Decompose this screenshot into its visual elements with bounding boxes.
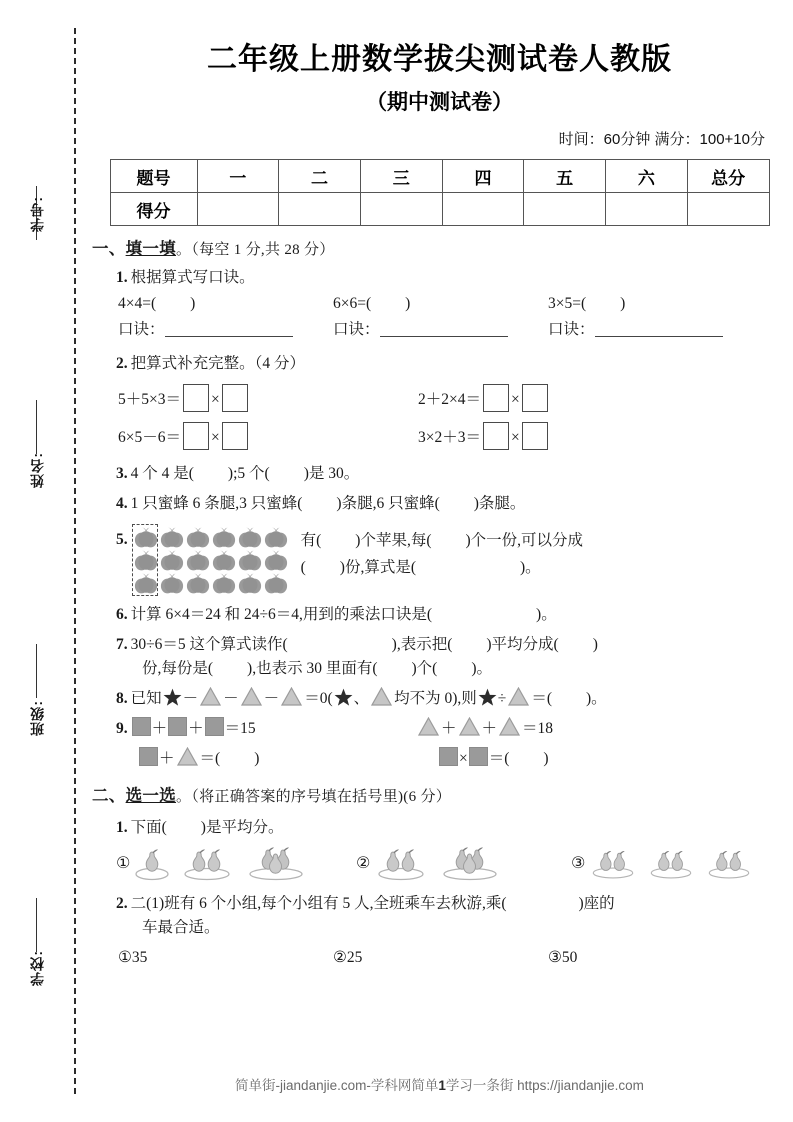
koujue-label: 口诀： <box>548 321 595 339</box>
q1-expr-col-2 <box>548 292 763 316</box>
star-icon <box>163 688 182 707</box>
q2-expr: 2＋2×4＝ <box>418 391 481 409</box>
q8-c: － <box>223 690 239 708</box>
triangle-icon <box>459 717 480 736</box>
page-number: 1 <box>438 1078 446 1093</box>
q4-text-a: 1 只蜜蜂 6 条腿,3 只蜜蜂( <box>130 495 303 513</box>
q2-expr: 6×5－6＝ <box>118 429 181 447</box>
score-entry-cell[interactable] <box>279 193 361 226</box>
apple-icon <box>185 549 211 572</box>
question-1-3 <box>116 462 773 486</box>
exam-meta: 时间：60分钟 满分：100+10分 <box>558 131 765 148</box>
square-icon <box>139 747 158 766</box>
exam-sheet <box>86 0 793 1122</box>
star-icon <box>478 688 497 707</box>
option-1[interactable] <box>116 846 356 882</box>
option-mark: ② <box>356 853 371 873</box>
answer-box[interactable] <box>522 422 548 450</box>
answer-box[interactable] <box>222 422 248 450</box>
q9-right-2 <box>438 747 549 771</box>
triangle-icon <box>499 717 520 736</box>
q8-h: ÷ <box>497 690 507 708</box>
q9-row-2 <box>116 747 773 771</box>
q2-item-3 <box>418 422 718 450</box>
score-table-cell: 六 <box>606 160 688 193</box>
q21-b: )是平均分。 <box>200 818 284 836</box>
q5-a: 有( <box>300 532 322 550</box>
page-title: 二年级上册数学拔尖测试卷人教版 <box>207 43 672 76</box>
margin-field-xuexiao <box>14 950 60 991</box>
apple-icon <box>185 526 211 549</box>
q9-val-2: ＝18 <box>522 720 554 738</box>
square-icon <box>168 717 187 736</box>
operator-times: × <box>511 429 520 447</box>
question-number: 8. <box>116 690 128 708</box>
score-table-cell: 总分 <box>687 160 769 193</box>
q5-text-block <box>301 524 773 581</box>
koujue-write-line[interactable] <box>165 321 293 337</box>
q9-eq-2: ＝( <box>488 750 510 768</box>
square-icon <box>439 747 458 766</box>
apple-icon <box>237 526 263 549</box>
question-number: 2. <box>116 894 128 912</box>
q2-row-1 <box>118 384 773 412</box>
triangle-icon <box>508 687 529 706</box>
q21-a: 下面( <box>130 818 167 836</box>
triangle-icon <box>281 687 302 706</box>
section-name: 填一填 <box>125 239 177 258</box>
section-marker: 二、 <box>92 786 126 806</box>
q7-g: )。 <box>471 660 492 678</box>
page-subtitle: （期中测试卷） <box>366 91 513 114</box>
q5-line-1 <box>301 528 773 554</box>
q5-line-2 <box>301 555 773 581</box>
pear-group-icon <box>242 846 310 882</box>
triangle-icon <box>241 687 262 706</box>
triangle-icon <box>371 687 392 706</box>
choice-option[interactable]: ①35 <box>118 948 148 966</box>
apple-icon <box>263 572 289 595</box>
question-number: 7. <box>116 636 128 654</box>
question-prompt: 把算式补充完整。（4 分） <box>130 355 306 373</box>
q8-i: ＝( <box>531 690 552 708</box>
star-icon <box>334 688 353 707</box>
apple-icon <box>211 549 237 572</box>
score-table-cell: 一 <box>197 160 279 193</box>
q1-expr-1: 6×6=( <box>333 295 372 313</box>
q7-d: 份,每份是( <box>142 660 214 678</box>
apple-icon <box>159 549 185 572</box>
q22-a: 二(1)班有 6 个小组,每个小组有 5 人,全班乘车去秋游,乘( <box>130 894 507 912</box>
q4-text-b: )条腿,6 只蜜蜂( <box>336 495 440 513</box>
table-row <box>110 193 769 226</box>
q9-left-1 <box>116 717 416 741</box>
koujue-write-line[interactable] <box>380 321 508 337</box>
q7-a: 30÷6＝5 这个算式读作( <box>130 636 288 654</box>
margin-label-banji: 班级: <box>29 700 45 736</box>
operator-times: × <box>511 391 520 409</box>
q2-item-2 <box>118 422 418 450</box>
q9-eq-1: ＝( <box>199 750 221 768</box>
pear-group-icon <box>372 846 430 882</box>
pear-group-icon <box>645 846 697 882</box>
q1-expr-0: 4×4=( <box>118 295 157 313</box>
q4-text-c: )条腿。 <box>473 495 526 513</box>
q1-expr-2: 3×5=( <box>548 295 587 313</box>
score-entry-cell[interactable] <box>197 193 279 226</box>
q5-f: )。 <box>520 558 541 576</box>
table-row <box>110 160 769 193</box>
pear-group-icon <box>587 846 639 882</box>
score-entry-cell[interactable] <box>606 193 688 226</box>
footer-text-right: 学习一条街 https://jiandanjie.com <box>445 1078 644 1093</box>
paren-close: ) <box>190 295 196 313</box>
q3-text-a: 4 个 4 是( <box>130 465 194 483</box>
question-1-1 <box>116 266 773 290</box>
op-plus: ＋ <box>151 720 168 738</box>
paren-close: ) <box>405 295 411 313</box>
q9-row-1 <box>116 717 773 741</box>
q6-text-a: 计算 6×4＝24 和 24÷6＝4,用到的乘法口诀是( <box>130 606 433 624</box>
question-1-2 <box>116 352 773 376</box>
q1-expr-col-0 <box>118 292 333 316</box>
pear-group-icon <box>178 846 236 882</box>
score-table-wrapper <box>110 159 770 226</box>
question-1-5 <box>116 524 773 597</box>
score-entry-cell[interactable] <box>360 193 442 226</box>
q3-text-c: )是 30。 <box>303 465 360 483</box>
q9-val-1: ＝15 <box>224 720 256 738</box>
q3-text-b: );5 个( <box>227 465 270 483</box>
op-plus: ＋ <box>441 720 457 738</box>
apple-icon <box>237 572 263 595</box>
q22-line-1 <box>116 892 773 916</box>
score-entry-cell[interactable] <box>442 193 524 226</box>
q1-koujue-row <box>118 318 773 342</box>
q7-f: )个( <box>411 660 438 678</box>
pear-group-icon <box>132 846 172 882</box>
q8-f: 、 <box>353 690 370 708</box>
answer-box[interactable] <box>183 422 209 450</box>
q2-item-1 <box>418 384 718 412</box>
section-note: 。（每空 1 分,共 28 分） <box>176 242 335 258</box>
section-heading-1 <box>92 236 773 262</box>
q1-expr-col-1 <box>333 292 548 316</box>
q5-b: )个苹果,每( <box>355 532 432 550</box>
apple-icon <box>263 549 289 572</box>
question-1-7 <box>116 633 773 681</box>
apple-icon <box>159 526 185 549</box>
score-table-cell: 五 <box>524 160 606 193</box>
option-2[interactable] <box>356 846 571 882</box>
exam-content <box>86 236 793 970</box>
q7-line-2 <box>142 657 773 681</box>
margin-label-xuexiao: 学校: <box>29 950 45 986</box>
square-icon <box>205 717 224 736</box>
paren-close-7: ) <box>592 636 598 654</box>
question-number: 5. <box>116 531 128 549</box>
question-1-4 <box>116 492 773 516</box>
q5-e: )份,算式是( <box>339 558 416 576</box>
question-prompt: 根据算式写口诀。 <box>130 269 255 287</box>
triangle-icon <box>418 717 439 736</box>
margin-field-xingming <box>14 452 60 493</box>
margin-rule-1 <box>36 400 37 454</box>
q9-close-1: ) <box>254 750 260 768</box>
op-plus: ＋ <box>481 720 498 738</box>
q5-c: )个一份,可以分成 <box>465 532 584 550</box>
option-3[interactable] <box>571 846 761 882</box>
question-number: 6. <box>116 606 128 624</box>
binding-margin <box>0 0 86 1122</box>
margin-dashed-line <box>74 28 76 1094</box>
op-times: × <box>459 750 468 768</box>
margin-rule-2 <box>36 644 37 698</box>
margin-field-banji <box>14 700 60 741</box>
q7-line-1 <box>116 633 773 657</box>
apple-diagram <box>131 524 291 597</box>
score-entry-cell[interactable] <box>524 193 606 226</box>
apple-icon <box>263 526 289 549</box>
question-1-6 <box>116 603 773 627</box>
answer-box[interactable] <box>222 384 248 412</box>
apple-icon <box>211 526 237 549</box>
question-number: 3. <box>116 465 128 483</box>
triangle-icon <box>177 747 198 766</box>
q8-g: 均不为 0),则 <box>394 690 477 708</box>
square-icon <box>469 747 488 766</box>
page-footer <box>86 1074 793 1094</box>
koujue-label: 口诀： <box>333 321 380 339</box>
option-mark: ③ <box>571 853 586 873</box>
question-2-1 <box>116 816 773 840</box>
op-plus: ＋ <box>188 720 204 738</box>
q22-b: )座的 <box>578 894 615 912</box>
apple-group-dashed-box <box>132 524 158 596</box>
pear-group-icon <box>436 846 504 882</box>
op-plus: ＋ <box>159 750 175 768</box>
apple-icon <box>185 572 211 595</box>
q8-d: － <box>263 690 280 708</box>
q2-expr: 3×2＋3＝ <box>418 429 481 447</box>
paren-close: ) <box>620 295 626 313</box>
choice-option[interactable]: ②25 <box>333 948 363 966</box>
q7-e: ),也表示 30 里面有( <box>247 660 378 678</box>
section-name: 选一选 <box>125 786 177 806</box>
q9-right-1 <box>416 717 553 741</box>
q22-line-2 <box>142 916 773 940</box>
question-number: 9. <box>116 720 128 738</box>
q1-koujue-col-0 <box>118 318 333 342</box>
q8-a: 已知 <box>130 690 162 708</box>
q6-text-b: )。 <box>536 606 557 624</box>
question-number: 1. <box>116 269 128 287</box>
operator-times: × <box>211 429 220 447</box>
choice-option[interactable]: ③50 <box>548 948 578 966</box>
q2-item-0 <box>118 384 418 412</box>
operator-times: × <box>211 391 220 409</box>
margin-label-xuehao: 学号: <box>29 196 45 232</box>
answer-box[interactable] <box>183 384 209 412</box>
score-table-cell: 三 <box>360 160 442 193</box>
score-table <box>110 159 770 226</box>
answer-box[interactable] <box>483 384 509 412</box>
q9-left-2 <box>116 747 438 771</box>
q1-koujue-col-1 <box>333 318 548 342</box>
score-entry-cell[interactable] <box>687 193 769 226</box>
apple-icon <box>237 549 263 572</box>
apple-icon <box>211 572 237 595</box>
q1-expressions <box>118 292 773 316</box>
question-number: 4. <box>116 495 128 513</box>
q5-d: ( <box>300 558 306 576</box>
q2-expr: 5＋5×3＝ <box>118 391 181 409</box>
q8-b: － <box>182 690 199 708</box>
q8-j: )。 <box>585 690 607 708</box>
section-marker: 一、 <box>92 239 126 258</box>
score-table-cell: 二 <box>279 160 361 193</box>
question-1-8 <box>116 687 773 711</box>
apple-icon <box>159 572 185 595</box>
answer-box[interactable] <box>522 384 548 412</box>
pear-options-row <box>116 846 773 882</box>
square-icon <box>132 717 151 736</box>
q1-koujue-col-2 <box>548 318 763 342</box>
score-table-rowheader: 得分 <box>110 193 197 226</box>
q7-c: )平均分成( <box>486 636 559 654</box>
q22-choices <box>118 946 773 970</box>
margin-label-xingming: 姓名: <box>29 452 45 488</box>
question-number: 1. <box>116 818 128 836</box>
section-heading-2 <box>92 783 773 809</box>
q22-c: 车最合适。 <box>142 918 220 936</box>
question-2-2 <box>116 892 773 940</box>
margin-rule-3 <box>36 898 37 952</box>
triangle-icon <box>200 687 221 706</box>
answer-box[interactable] <box>483 422 509 450</box>
question-1-9 <box>116 717 773 771</box>
margin-field-xuehao <box>14 196 60 237</box>
koujue-write-line[interactable] <box>595 321 723 337</box>
section-note: 。（将正确答案的序号填在括号里)(6 分） <box>176 789 452 806</box>
q8-e: ＝0( <box>304 690 333 708</box>
q9-close-2: ) <box>543 750 549 768</box>
score-table-rowheader: 题号 <box>110 160 197 193</box>
q2-row-2 <box>118 422 773 450</box>
option-mark: ① <box>116 853 131 873</box>
footer-text-left: 简单街-jiandanjie.com-学科网简单 <box>235 1078 439 1093</box>
title-block <box>86 0 793 149</box>
score-table-cell: 四 <box>442 160 524 193</box>
question-number: 2. <box>116 355 128 373</box>
koujue-label: 口诀： <box>118 321 165 339</box>
pear-group-icon <box>703 846 755 882</box>
q7-b: ),表示把( <box>391 636 453 654</box>
